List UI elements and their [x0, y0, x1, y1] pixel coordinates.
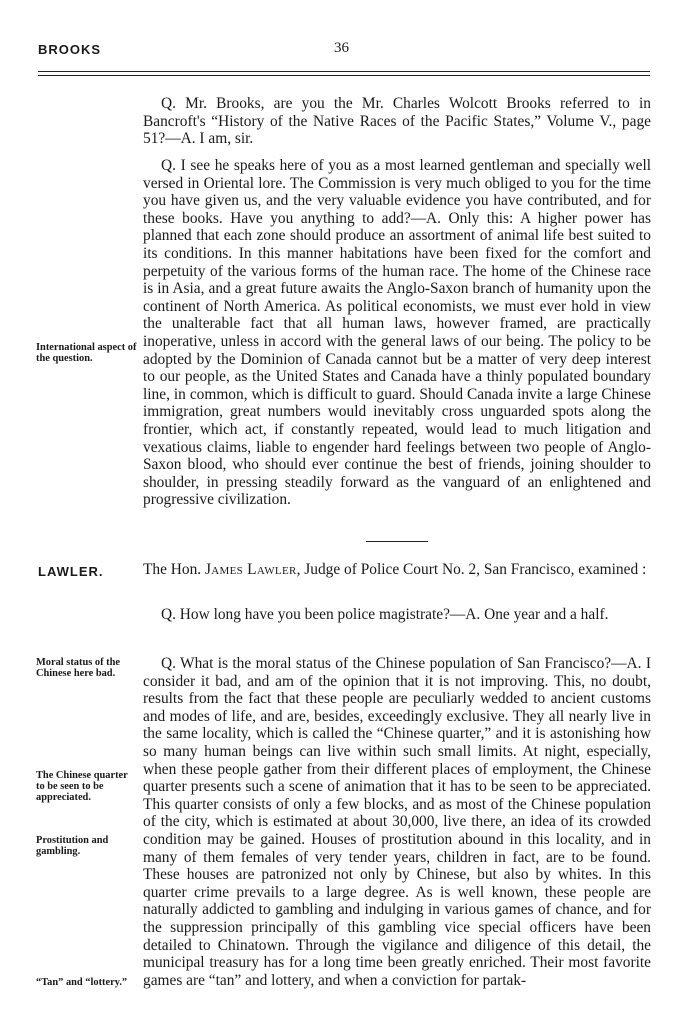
sidenote-chinese-quarter: The Chinese quarter to be seen to be appreciated. [36, 770, 128, 804]
paragraph-brooks-identity: Q. Mr. Brooks, are you the Mr. Charles Wolcott Brooks referred to in Bancroft's “History of the Native Races of the Pacific States,” Volume V., page 51?—A. I am, sir. [143, 95, 651, 148]
running-head [38, 42, 646, 62]
sidenote-tan-lottery: “Tan” and “lottery.” [36, 977, 128, 988]
sidenote-international-aspect: International aspect of the question. [36, 342, 137, 365]
sidenote-prostitution-gambling: Prostitution and gambling. [36, 835, 109, 858]
paragraph-brooks-answer: Q. I see he speaks here of you as a most learned gentleman and specially well versed in Oriental lore. The Commission is very much obliged to you for the time you have given us, and the very valuable evidence you have contributed, and for these books. Have you anything to add?—A. Only this: A higher power has planned that each zone should produce an assortment of animal life best suited to its conditions. In this manner habitations have been fixed for the comfort and perpetuity of the various forms of the human race. The home of the Chinese race is in Asia, and a great future awaits the Anglo-Saxon branch of humanity upon the continent of North America. As political economists, we must ever hold in view the unalterable fact that all human laws, however framed, are practically inoperative, unless in accord with the general laws of our being. The policy to be adopted by the Dominion of Canada cannot but be a matter of very deep interest to our people, as the United States and Canada have a thinly populated boundary line, in common, which is difficult to guard. Should Canada invite a large Chinese immigration, great numbers would inevitably cross unguarded spots along the frontier, which act, if constantly repeated, would lead to much litigation and vexatious claims, liable to engender hard feelings between two people of Anglo-Saxon blood, who should ever continue the best of friends, joining shoulder to shoulder, in pressing steadily forward as the vanguard of an enlightened and progressive civilization. [143, 157, 651, 509]
intro-suffix: , Judge of Police Court No. 2, San Francisco, examined : [296, 561, 647, 578]
page-number: 36 [334, 40, 349, 56]
paragraph-moral-status: Q. What is the moral status of the Chinese population of San Francisco?—A. I consider it bad, and am of the opinion that it is not improving. This, no doubt, results from the fact that these people are peculiarly wedded to ancient customs and modes of life, and are, besides, exceedingly exclusive. They all nearly live in the same locality, which is called the “Chinese quarter,” and it is astonishing how so many human beings can live within such small limits. At night, especially, when these people gather from their different places of employment, the Chinese quarter presents such a scene of animation that it has to be seen to be appreciated. This quarter consists of only a few blocks, and as most of the Chinese population of the city, which is estimated at about 30,000, live there, an idea of its crowded condition may be gained. Houses of prostitution abound in this locality, and in many of them females of very tender years, children in fact, are to be found. These houses are patronized not only by Chinese, but also by whites. In this quarter crime prevails to a large degree. As is well known, these people are naturally addicted to gambling and indulging in various games of chance, and for the suppression principally of this gambling vice special officers have been detailed to Chinatown. Through the vigilance and diligence of this detail, the municipal treasury has for a long time been greatly enriched. Their most favorite games are “tan” and lottery, and when a conviction for partak- [143, 655, 651, 989]
paragraph-police-magistrate: Q. How long have you been police magistrate?—A. One year and a half. [161, 606, 609, 623]
sidenote-moral-status: Moral status of the Chinese here bad. [36, 657, 120, 680]
speaker-label-lawler: LAWLER. [38, 564, 104, 579]
paragraph-lawler-intro [143, 561, 651, 579]
section-separator [366, 541, 428, 542]
running-title: BROOKS [38, 42, 102, 57]
header-rule-bottom [38, 75, 650, 76]
header-rule-top [38, 71, 650, 72]
intro-prefix: The Hon. [143, 561, 205, 578]
witness-name: James Lawler [204, 561, 297, 578]
